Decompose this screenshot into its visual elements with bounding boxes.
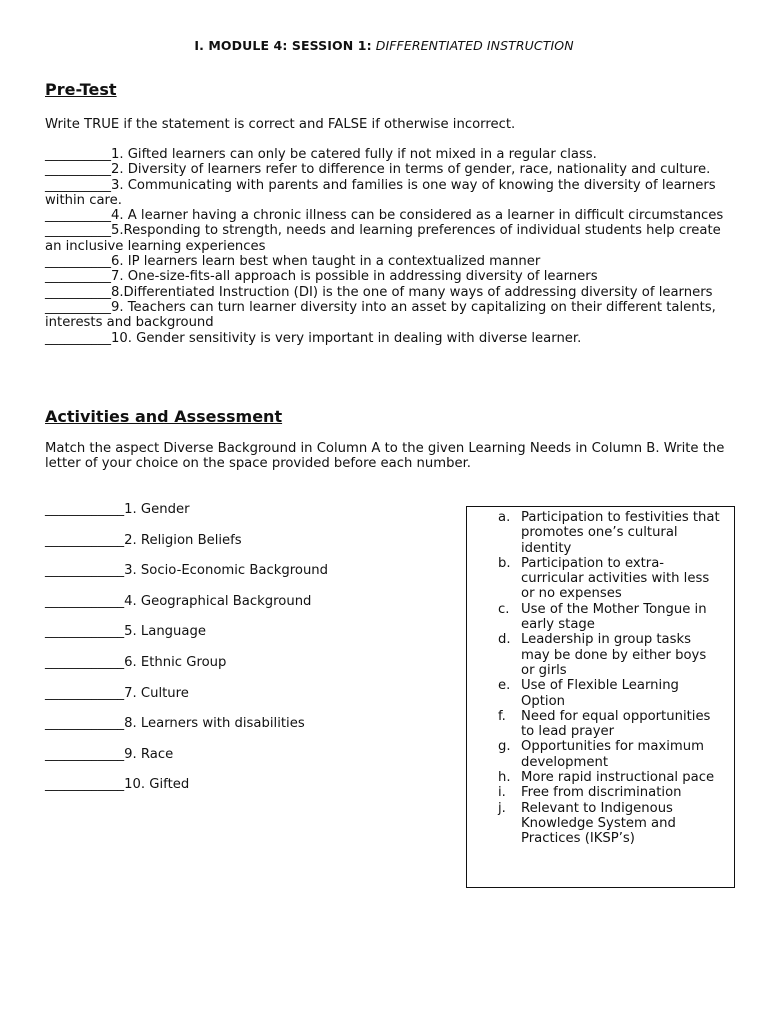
column-b-item-g [497,739,722,770]
pretest-instruction: Write TRUE if the statement is correct and FALSE if otherwise incorrect. [45,117,516,132]
column-b-item-b [497,556,722,602]
pretest-item-6: __________6. IP learners learn best when taught in a contextualized manner [45,254,541,270]
pretest-list [45,147,735,346]
column-b-text: Participation to festivities that promotes one’s cultural identity [521,510,720,556]
column-a-item-10: ____________10. Gifted [45,777,190,793]
module-title [0,38,768,53]
pretest-item-10: __________10. Gender sensitivity is very important in dealing with diverse learner. [45,330,582,346]
column-a-item-8: ____________8. Learners with disabilities [45,716,305,732]
column-b-item-c [497,602,722,633]
pretest-item-5: __________5.Responding to strength, needs and learning preferences of individual students help create an inclusive learning experiences [45,223,721,254]
module-title-bold: I. MODULE 4: SESSION 1: [194,38,372,53]
pretest-item-2: __________2. Diversity of learners refer to difference in terms of gender, race, nationality and culture. [45,162,711,178]
pretest-item-1: __________1. Gifted learners can only be catered fully if not mixed in a regular class. [45,147,597,162]
column-b-list [497,510,722,847]
column-a-item-6: ____________6. Ethnic Group [45,654,227,670]
column-a-item-7: ____________7. Culture [45,685,189,701]
column-b-item-h [497,770,722,785]
column-b-item-i [497,785,722,800]
pretest-heading: Pre-Test [45,80,117,99]
column-b-text: Participation to extra-curricular activities with less or no expenses [521,555,710,602]
column-a-item-2: ____________2. Religion Beliefs [45,532,242,548]
column-b-letter: f. [498,708,506,724]
pretest-item-9: __________9. Teachers can turn learner diversity into an asset by capitalizing on their different talents, interests and background [45,299,716,331]
column-a [45,502,445,808]
column-b-text: Opportunities for maximum development [521,739,704,770]
column-b-item-a [497,510,722,556]
column-a-item-4: ____________4. Geographical Background [45,593,312,609]
column-b-letter: a. [498,510,511,525]
column-b-item-e [497,678,722,709]
column-b-letter: e. [498,678,511,694]
column-b-text: Free from discrimination [521,785,682,801]
activities-heading: Activities and Assessment [45,407,283,426]
column-b-letter: i. [498,785,506,801]
column-b-letter: b. [498,555,511,571]
column-b-text: Relevant to Indigenous Knowledge System and Practices (IKSP’s) [521,800,676,847]
column-b-item-j [497,801,722,847]
column-a-item-5: ____________5. Language [45,624,206,640]
module-title-italic: DIFFERENTIATED INSTRUCTION [375,38,574,53]
column-b-box [466,506,735,888]
column-b-letter: g. [498,739,511,755]
column-b-letter: j. [498,800,506,816]
column-a-item-9: ____________9. Race [45,746,174,762]
pretest-item-8: __________8.Differentiated Instruction (DI) is the one of many ways of addressing diversity of learners [45,284,713,300]
column-b-text: Use of the Mother Tongue in early stage [521,601,707,633]
pretest-item-4: __________4. A learner having a chronic illness can be considered as a learner in difficult circumstances [45,208,724,224]
activities-instruction: Match the aspect Diverse Background in Column A to the given Learning Needs in Column B. Write the letter of your choice on the space provided before each number. [45,441,725,472]
column-b-letter: d. [498,632,511,648]
column-b-item-f [497,709,722,740]
column-b-text: Need for equal opportunities to lead prayer [521,708,711,740]
column-a-item-1: ____________1. Gender [45,502,190,517]
column-b-letter: h. [498,770,511,786]
column-b-text: Use of Flexible Learning Option [521,678,679,709]
column-b-text: Leadership in group tasks may be done by either boys or girls [521,632,707,678]
pretest-item-7: __________7. One-size-fits-all approach is possible in addressing diversity of learners [45,269,598,285]
column-b-letter: c. [498,601,510,617]
column-a-item-3: ____________3. Socio-Economic Background [45,563,329,579]
column-b-item-d [497,632,722,678]
pretest-item-3: __________3. Communicating with parents and families is one way of knowing the diversity of learners within care. [45,177,716,208]
column-b-text: More rapid instructional pace [521,770,715,786]
